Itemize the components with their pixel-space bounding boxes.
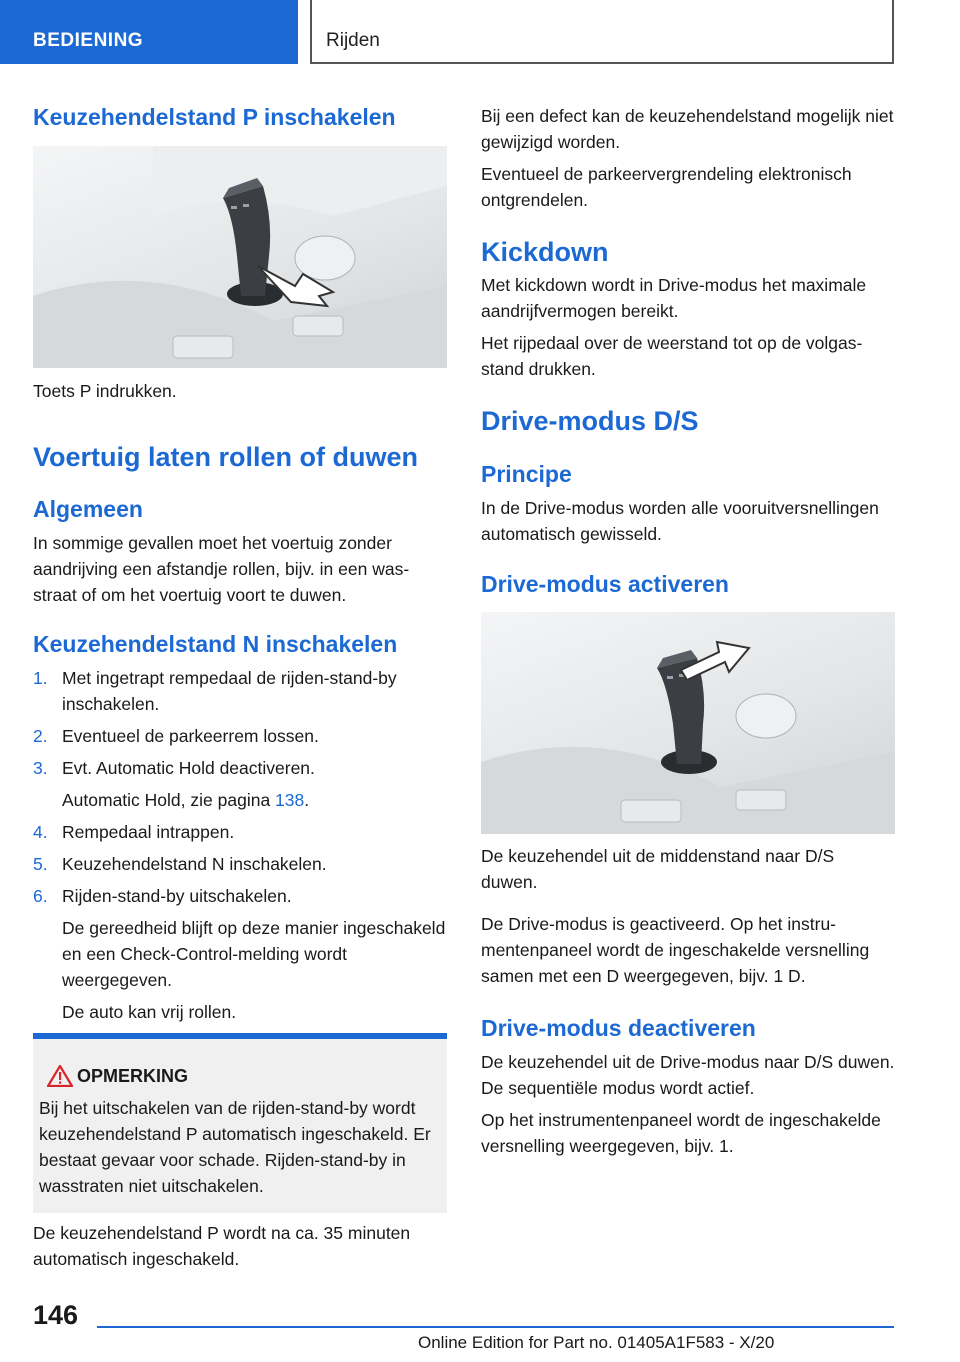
step-note: De auto kan vrij rollen. xyxy=(62,1002,237,1022)
step-text: Rempedaal intrappen. xyxy=(62,822,235,842)
step-note: De gereedheid blijft op deze manier ingeschakeld en een Check-Control-melding wordt weergegeven. xyxy=(62,918,446,990)
heading-drive-activeren: Drive-modus activeren xyxy=(481,571,729,597)
notice-text: Bij het uitschakelen van de rijden-stand-by wordt keuzehendelstand P automatisch ingeschakeld. Er bestaat gevaar voor schade. Rijden-stand-by in wasstraten niet uitschakelen. xyxy=(39,1098,431,1196)
paragraph-principe: In de Drive-modus worden alle vooruitversnellingen automatisch gewisseld. xyxy=(481,498,879,544)
notice-title: OPMERKING xyxy=(77,1066,189,1086)
paragraph-kickdown-2: Het rijpedaal over de weerstand tot op de volgasstand drukken. xyxy=(481,333,863,379)
page-number: 146 xyxy=(33,1300,79,1330)
step-note-text: Automatic Hold, zie pagina xyxy=(62,790,276,810)
heading-algemeen: Algemeen xyxy=(33,496,143,522)
heading-n-inschakelen: Keuzehendelstand N inschakelen xyxy=(33,631,398,657)
heading-drive-modus: Drive-modus D/S xyxy=(481,406,699,436)
chapter-title: Rijden xyxy=(326,30,380,51)
step-text: Keuzehendelstand N inschakelen. xyxy=(62,854,327,874)
list-item xyxy=(33,755,447,813)
paragraph-defect: Bij een defect kan de keuzehendelstand mogelijk niet gewijzigd worden. xyxy=(481,106,894,152)
page-link[interactable]: 138 xyxy=(275,790,305,810)
footer-divider xyxy=(97,1326,894,1328)
step-number: 5. xyxy=(33,854,48,874)
footer-edition: Online Edition for Part no. 01405A1F583 - X/20 xyxy=(418,1333,775,1352)
section-title: BEDIENING xyxy=(33,30,144,51)
step-number: 2. xyxy=(33,726,48,746)
list-item xyxy=(33,723,447,749)
paragraph-deactiveren-2: Op het instrumentenpaneel wordt de ingeschakelde versnelling weergegeven, bijv. 1. xyxy=(481,1110,881,1156)
gear-selector-illustration xyxy=(481,612,895,834)
paragraph-after-notice: De keuzehendelstand P wordt na ca. 35 minuten automatisch ingeschakeld. xyxy=(33,1223,411,1269)
list-item xyxy=(33,819,447,845)
heading-p-inschakelen: Keuzehendelstand P inschakelen xyxy=(33,104,396,130)
step-note-suffix: . xyxy=(304,790,310,810)
steps-list xyxy=(33,665,447,1025)
heading-principe: Principe xyxy=(481,461,572,487)
section-tab xyxy=(0,0,298,64)
step-text: Eventueel de parkeerrem lossen. xyxy=(62,726,319,746)
step-note xyxy=(62,787,447,813)
list-item xyxy=(33,665,447,717)
heading-rollen: Voertuig laten rollen of duwen xyxy=(33,442,419,472)
figure-p-button xyxy=(33,146,447,368)
step-number: 1. xyxy=(33,668,48,688)
chapter-tab xyxy=(310,0,894,64)
gear-selector-illustration xyxy=(33,146,447,368)
paragraph-ontgrendelen: Eventueel de parkeervergrendeling elektronisch ontgrendelen. xyxy=(481,164,852,210)
paragraph-algemeen: In sommige gevallen moet het voertuig zonder aandrijving een afstandje rollen, bijv. in een wasstraat of om het voertuig voort te duwen. xyxy=(33,533,410,605)
step-text: Rijden-stand-by uitschakelen. xyxy=(62,886,292,906)
list-item xyxy=(33,883,447,1025)
heading-drive-deactiveren: Drive-modus deactiveren xyxy=(481,1015,756,1041)
step-number: 6. xyxy=(33,886,48,906)
caption-drive-activeren: De keuzehendel uit de middenstand naar D/S duwen. xyxy=(481,846,835,892)
warning-icon xyxy=(47,1065,73,1092)
heading-kickdown: Kickdown xyxy=(481,237,609,267)
step-number: 3. xyxy=(33,758,48,778)
caption-p: Toets P indrukken. xyxy=(33,381,177,401)
step-number: 4. xyxy=(33,822,48,842)
paragraph-drive-activeren: De Drive-modus is geactiveerd. Op het instrumentenpaneel wordt de ingeschakelde versnelling samen met een D weergegeven, bijv. 1 D. xyxy=(481,914,870,986)
step-text: Met ingetrapt rempedaal de rijden-stand-by inschakelen. xyxy=(62,668,397,714)
figure-drive-activeren xyxy=(481,612,895,834)
paragraph-deactiveren-1: De keuzehendel uit de Drive-modus naar D/S duwen. De sequentiële modus wordt actief. xyxy=(481,1052,895,1098)
notice-box xyxy=(33,1033,447,1213)
paragraph-kickdown-1: Met kickdown wordt in Drive-modus het maximale aandrijfvermogen bereikt. xyxy=(481,275,867,321)
list-item xyxy=(33,851,447,877)
step-text: Evt. Automatic Hold deactiveren. xyxy=(62,758,315,778)
